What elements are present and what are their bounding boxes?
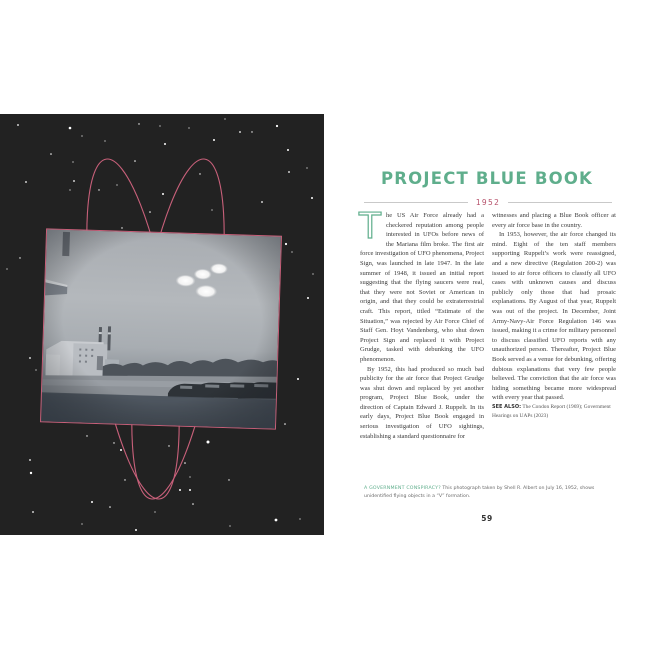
drop-cap: T xyxy=(359,206,381,247)
paragraph: By 1952, this had produced so much bad publicity for the air force that Project Grudge was shut down and replaced by yet another program, Project Blue Book, under the direction of Captain Edward J. Ruppelt. In its early days, Project Blue Book engaged in serious investigation of UFO sightings, establishing a standard questionnaire for xyxy=(360,365,484,440)
article-year: 1952 xyxy=(475,197,501,207)
see-also xyxy=(492,403,616,421)
right-page-article xyxy=(324,114,650,535)
paragraph: witnesses and placing a Blue Book officer at every air force base in the country. xyxy=(492,212,616,229)
photo-caption xyxy=(364,485,616,501)
article-title: PROJECT BLUE BOOK xyxy=(380,169,594,188)
divider-rule-left xyxy=(364,202,468,203)
text-column-right xyxy=(492,211,616,441)
year-divider xyxy=(364,196,612,208)
see-also-label: SEE ALSO: xyxy=(492,403,522,410)
caption-label: A GOVERNMENT CONSPIRACY? xyxy=(364,486,441,491)
ufo-photo-scene xyxy=(41,229,282,429)
left-page-space-photo xyxy=(0,114,324,535)
article-body xyxy=(359,206,616,441)
text-column-left xyxy=(359,206,484,441)
page-number: 59 xyxy=(481,514,493,523)
paragraph xyxy=(359,206,484,365)
ufo-photograph xyxy=(40,228,282,429)
divider-rule-right xyxy=(508,202,612,203)
see-also-text: The Condon Report (1969); Government Hearings on UAPs (2023) xyxy=(492,403,611,419)
paragraph-text: he US Air Force already had a checkered reputation among people interested in UFOs before news of the Mariana film broke. The first air force investigation of UFO phenomena, Project Sign, was launched in late 1947. In the late summer of 1948, it issued an initial report suggesting that the flying saucers were real, that they were not Soviet or American in origin, and that they could be extraterrestrial craft. This report, titled “Estimate of the Situation,” was rejected by Air Force Chief of Staff Gen. Hoyt Vandenberg, who shut down Project Sign and replaced it with Project Grudge, tasked with debunking the UFO phenomenon. xyxy=(360,212,484,363)
caption-text: This photograph taken by Shell R. Albert on July 16, 1952, shows unidentified flying objects in a “V” formation. xyxy=(364,486,595,499)
paragraph: In 1953, however, the air force changed its mind. Eight of the ten staff members supporting Ruppelt’s work were reassigned, and a new directive (Regulation 200-2) was issued to air force officers to classify all UFO cases with unknown causes and discuss publicly only those that had prosaic explanations. By August of that year, Ruppelt was out of the project. In December, Joint Army-Navy-Air Force Regulation 146 was issued, making it a crime for military personnel to discuss classified UFO reports with any unauthorized person. Thereafter, Project Blue Book served as a venue for debunking, offering dubious explanations that very few people believed. The conviction that the air force was hiding something became more widespread with every year that passed. xyxy=(492,231,616,402)
